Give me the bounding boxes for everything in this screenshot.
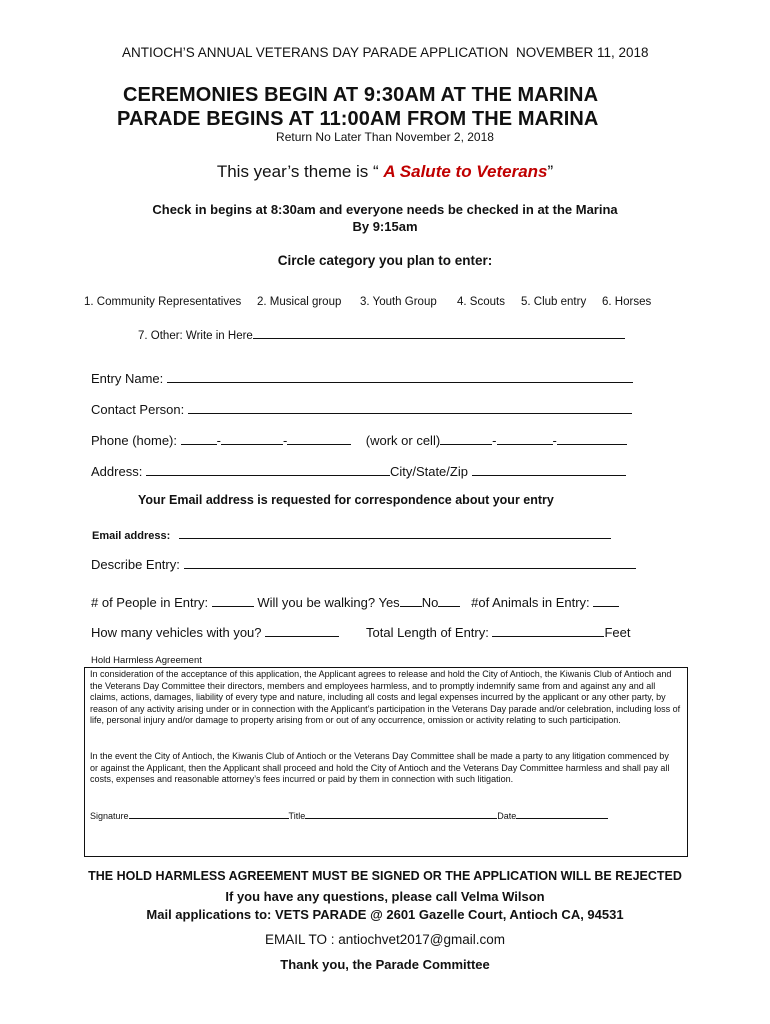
email-contact[interactable]: EMAIL TO : antiochvet2017@gmail.com	[264, 932, 506, 947]
total-length-field[interactable]	[366, 622, 631, 640]
entry-name-line[interactable]	[167, 368, 633, 383]
email-label: Email address:	[92, 530, 171, 542]
return-deadline: Return No Later Than November 2, 2018	[276, 130, 494, 144]
email-field[interactable]	[92, 524, 611, 542]
walking-label: Will you be walking? Yes	[257, 595, 400, 610]
theme-suffix: ”	[547, 162, 554, 181]
category-other-label: 7. Other: Write in Here	[138, 330, 253, 342]
address-line[interactable]	[146, 461, 390, 476]
people-walking-animals-field[interactable]	[91, 592, 619, 610]
city-state-zip-line[interactable]	[472, 461, 626, 476]
checkin-info	[0, 201, 770, 235]
walking-yes-line[interactable]	[400, 592, 422, 607]
dash-4: -	[552, 433, 557, 448]
category-other-line[interactable]	[253, 324, 625, 339]
signature-label: Signature	[90, 811, 129, 821]
theme-prefix: This year’s theme is “	[216, 162, 384, 181]
phone-work-prefix[interactable]	[497, 430, 553, 445]
category-4[interactable]: 4. Scouts	[457, 296, 505, 308]
questions-contact: If you have any questions, please call Velma Wilson	[225, 889, 545, 904]
vehicles-line[interactable]	[265, 622, 339, 637]
num-people-label: # of People in Entry:	[91, 595, 209, 610]
describe-entry-label: Describe Entry:	[91, 557, 180, 572]
form-header-date: NOVEMBER 11, 2018	[516, 45, 649, 60]
checkin-line-1: Check in begins at 8:30am and everyone needs be checked in at the Marina	[152, 202, 618, 217]
thank-you: Thank you, the Parade Committee	[280, 957, 490, 972]
describe-entry-field[interactable]	[91, 554, 636, 572]
category-1[interactable]: 1. Community Representatives	[84, 296, 242, 308]
phone-home-prefix[interactable]	[221, 430, 283, 445]
mail-address: Mail applications to: VETS PARADE @ 2601 Gazelle Court, Antioch CA, 94531	[146, 907, 624, 922]
category-3[interactable]: 3. Youth Group	[360, 296, 437, 308]
dash-3: -	[492, 433, 497, 448]
category-6[interactable]: 6. Horses	[602, 296, 652, 308]
phone-field[interactable]	[91, 430, 627, 448]
address-field[interactable]	[91, 461, 626, 479]
category-title: Circle category you plan to enter:	[277, 253, 493, 268]
phone-work-area[interactable]	[440, 430, 492, 445]
entry-name-field[interactable]	[91, 368, 633, 386]
city-state-zip-label: City/State/Zip	[389, 464, 468, 479]
checkin-line-2: By 9:15am	[352, 219, 418, 234]
email-request: Your Email address is requested for correspondence about your entry	[138, 493, 554, 507]
contact-person-field[interactable]	[91, 399, 632, 417]
phone-work-number[interactable]	[557, 430, 627, 445]
signature-line[interactable]	[129, 809, 289, 819]
hold-harmless-box	[84, 667, 688, 857]
describe-entry-line[interactable]	[184, 554, 636, 569]
contact-person-label: Contact Person:	[91, 402, 185, 417]
walking-no-label: No	[421, 595, 439, 610]
form-header-title: ANTIOCH’S ANNUAL VETERANS DAY PARADE APPLICATION	[122, 45, 509, 60]
parade-headline: PARADE BEGINS AT 11:00AM FROM THE MARINA	[117, 108, 599, 130]
ceremony-headline: CEREMONIES BEGIN AT 9:30AM AT THE MARINA	[123, 84, 599, 106]
category-5[interactable]: 5. Club entry	[521, 296, 587, 308]
email-line[interactable]	[179, 524, 611, 539]
num-animals-line[interactable]	[593, 592, 619, 607]
total-length-line[interactable]	[492, 622, 604, 637]
hold-harmless-paragraph-2: In the event the City of Antioch, the Kiwanis Club of Antioch or the Veterans Day Committee shall be made a party to any litigation commenced by or against the Applicant, then the Applicant shall proceed and hold the City of Antioch and the Veterans Day Committee harmless and shall pay all costs, expenses and reasonable attorney’s fees incurred or paid by them in connection with such litigation.	[90, 751, 670, 784]
signature-row[interactable]	[90, 809, 680, 823]
phone-home-label: Phone (home):	[91, 433, 177, 448]
category-other[interactable]	[138, 324, 625, 342]
walking-no-line[interactable]	[438, 592, 460, 607]
vehicles-field[interactable]	[91, 622, 339, 640]
num-animals-label: #of Animals in Entry:	[471, 595, 590, 610]
date-line[interactable]	[516, 809, 608, 819]
phone-home-area[interactable]	[181, 430, 217, 445]
entry-name-label: Entry Name:	[91, 371, 164, 386]
vehicles-label: How many vehicles with you?	[91, 625, 262, 640]
work-cell-label: (work or cell)	[365, 433, 441, 448]
dash-1: -	[216, 433, 221, 448]
date-label: Date	[497, 811, 517, 821]
theme-highlight: A Salute to Veterans	[383, 162, 548, 181]
title-label: Title	[288, 811, 306, 821]
total-length-label: Total Length of Entry:	[366, 625, 489, 640]
title-line[interactable]	[305, 809, 497, 819]
hold-harmless-title: Hold Harmless Agreement	[91, 655, 202, 666]
category-2[interactable]: 2. Musical group	[257, 296, 342, 308]
theme-line	[0, 162, 770, 182]
dash-2: -	[282, 433, 288, 448]
hold-harmless-paragraph-1: In consideration of the acceptance of this application, the Applicant agrees to release and hold the City of Antioch, the Kiwanis Club of Antioch and the Veterans Day Committee their directors, members and employees harmless, and to promptly indemnify same from and against any and all claims, actions, damages, liability of every type and nature, including all costs and legal expenses incurred by the applicant or any other party, by reason of any activity arising under or in connection with the Applicant’s participation in the Veterans Day parade and/or celebration, including loss of life, personal injury and/or damage to property arising from or out of any occurrence, omission or activity relating to such participation.	[90, 669, 681, 725]
phone-home-number[interactable]	[287, 430, 351, 445]
rejection-warning: THE HOLD HARMLESS AGREEMENT MUST BE SIGNED OR THE APPLICATION WILL BE REJECTED	[88, 869, 682, 883]
feet-label: Feet	[604, 625, 631, 640]
contact-person-line[interactable]	[188, 399, 632, 414]
num-people-line[interactable]	[212, 592, 254, 607]
address-label: Address:	[91, 464, 143, 479]
